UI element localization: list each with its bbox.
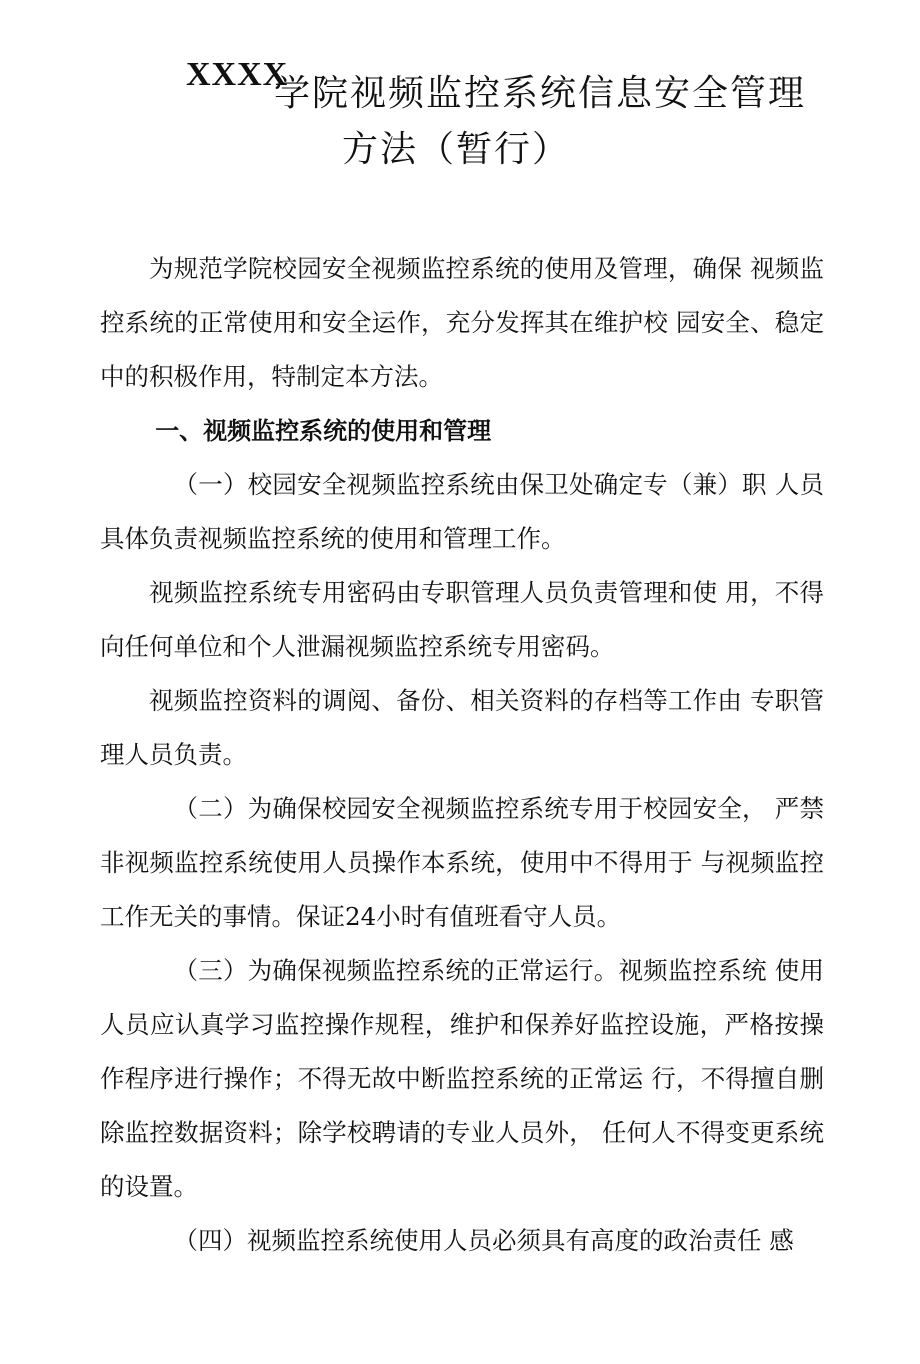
item-4-paragraph: （四）视频监控系统使用人员必须具有高度的政治责任 感 — [173, 1226, 794, 1255]
title-prefix: XXXX — [186, 56, 289, 93]
item-1-paragraph: （一）校园安全视频监控系统由保卫处确定专（兼）职 人员具体负责视频监控系统的使用和管理工作。 — [100, 470, 824, 553]
section-heading-1: 一、视频监控系统的使用和管理 — [155, 417, 492, 445]
item-3-paragraph: （三）为确保视频监控系统的正常运行。视频监控系统 使用人员应认真学习监控操作规程，维护和保养好监控设施，严格按操作程序进行操作；不得无故中断监控系统的正常运 行，不得擅自删除监控数据资料；除学校聘请的专业人员外， 任何人不得变更系统的设置。 — [100, 956, 824, 1201]
archive-paragraph: 视频监控资料的调阅、备份、相关资料的存档等工作由 专职管理人员负责。 — [100, 686, 824, 769]
item-2-paragraph: （二）为确保校园安全视频监控系统专用于校园安全， 严禁非视频监控系统使用人员操作本系统，使用中不得用于 与视频监控工作无关的事情。保证24小时有值班看守人员。 — [100, 794, 824, 931]
document-title-line-2: 方法（暂行） — [342, 129, 571, 170]
intro-paragraph: 为规范学院校园安全视频监控系统的使用及管理，确保 视频监控系统的正常使用和安全运作，充分发挥其在维护校 园安全、稳定中的积极作用，特制定本方法。 — [100, 254, 824, 391]
document-title-line-1: 学院视频监控系统信息安全管理 — [274, 73, 807, 114]
password-paragraph: 视频监控系统专用密码由专职管理人员负责管理和使 用，不得向任何单位和个人泄漏视频监控系统专用密码。 — [100, 578, 824, 661]
document-body — [100, 242, 824, 1268]
